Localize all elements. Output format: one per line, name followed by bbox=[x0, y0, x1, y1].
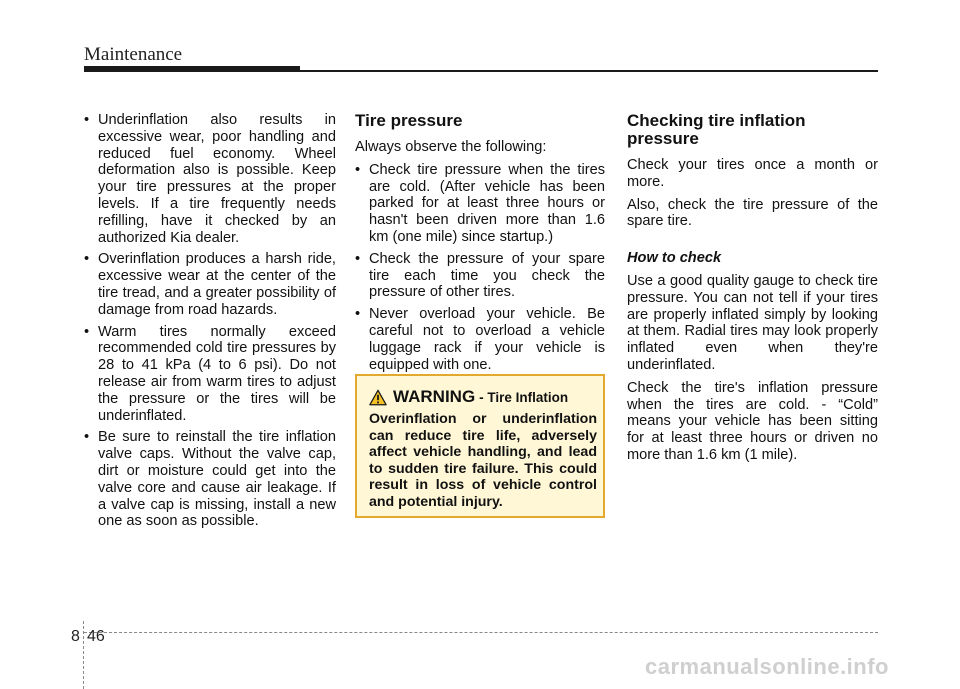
bullet-item: • Warm tires normally exceed recommended cold tire pressures by 28 to 41 kPa (4 to 6 psi). Do not release air from warm tires to adjust the pressure or the tires will be underinflated. bbox=[84, 323, 336, 424]
column-3 bbox=[627, 112, 878, 470]
chapter-number: 8 bbox=[71, 628, 80, 645]
paragraph: Also, check the tire pressure of the spare tire. bbox=[627, 196, 878, 230]
warning-header bbox=[369, 387, 568, 407]
warning-subtitle: - Tire Inflation bbox=[479, 389, 569, 405]
page-number: 46 bbox=[87, 628, 105, 645]
paragraph: Use a good quality gauge to check tire pressure. You can not tell if your tires are properly inflated simply by looking at them. Radial tires may look properly inflated even when they're underinflated. bbox=[627, 272, 878, 373]
bullet-item: • Never overload your vehicle. Be careful not to overload a vehicle luggage rack if your vehicle is equipped with one. bbox=[355, 306, 605, 373]
bullet-dot-icon: • bbox=[84, 323, 90, 340]
paragraph: Check your tires once a month or more. bbox=[627, 157, 878, 190]
header-thick-rule bbox=[84, 66, 300, 72]
page-header-title: Maintenance bbox=[84, 44, 183, 65]
warning-triangle-icon bbox=[369, 389, 387, 406]
section-heading-checking-inflation: Checking tire inflation pressure bbox=[627, 111, 806, 148]
subheading-how-to-check: How to check bbox=[627, 250, 722, 267]
column-1 bbox=[84, 112, 336, 535]
bullet-list bbox=[84, 112, 336, 530]
bullet-item: • Overinflation produces a harsh ride, excessive wear at the center of the tire tread, and a greater possibility of damage from road hazards. bbox=[84, 251, 336, 318]
bullet-item: • Check tire pressure when the tires are cold. (After vehicle has been parked for at least three hours or hasn't been driven more than 1.6 km (one mile) since startup.) bbox=[355, 161, 605, 245]
bullet-item: • Underinflation also results in excessive wear, poor handling and reduced fuel economy. Wheel deformation also is possible. Keep your tire pressures at the proper levels. If a tire frequently needs refilling, have it checked by an authorized Kia dealer. bbox=[84, 112, 336, 246]
bullet-item: • Be sure to reinstall the tire inflation valve caps. Without the valve cap, dirt or moisture could get into the valve core and cause air leakage. If a valve cap is missing, install a new one as soon as possible. bbox=[84, 429, 336, 530]
bullet-dot-icon: • bbox=[84, 429, 90, 446]
section-heading-tire-pressure: Tire pressure bbox=[355, 111, 463, 130]
bullet-dot-icon: • bbox=[84, 251, 90, 268]
bullet-item: • Check the pressure of your spare tire each time you check the pressure of other tires. bbox=[355, 250, 605, 301]
column-2 bbox=[355, 112, 605, 378]
warning-body: Overinflation or underinflation can reduce tire life, adversely affect vehicle handling, and lead to sudden tire failure. This could result in loss of vehicle control and potential injury. bbox=[369, 411, 597, 510]
warning-box bbox=[355, 374, 605, 518]
bullet-dot-icon: • bbox=[84, 112, 90, 128]
bullet-dot-icon: • bbox=[355, 306, 361, 323]
intro-text: Always observe the following: bbox=[355, 139, 547, 155]
watermark: carmanualsonline.info bbox=[645, 654, 889, 679]
bullet-dot-icon: • bbox=[355, 250, 361, 267]
paragraph: Check the tire's inflation pressure when the tires are cold. - “Cold” means your vehicle has been sitting for at least three hours or driven no more than 1.6 km (1 mile). bbox=[627, 379, 878, 463]
footer-divider bbox=[83, 621, 84, 689]
warning-title: WARNING bbox=[393, 387, 476, 406]
bullet-list bbox=[355, 162, 605, 374]
footer-rule bbox=[84, 632, 878, 634]
header-thin-rule bbox=[300, 70, 878, 72]
bullet-dot-icon: • bbox=[355, 161, 361, 178]
